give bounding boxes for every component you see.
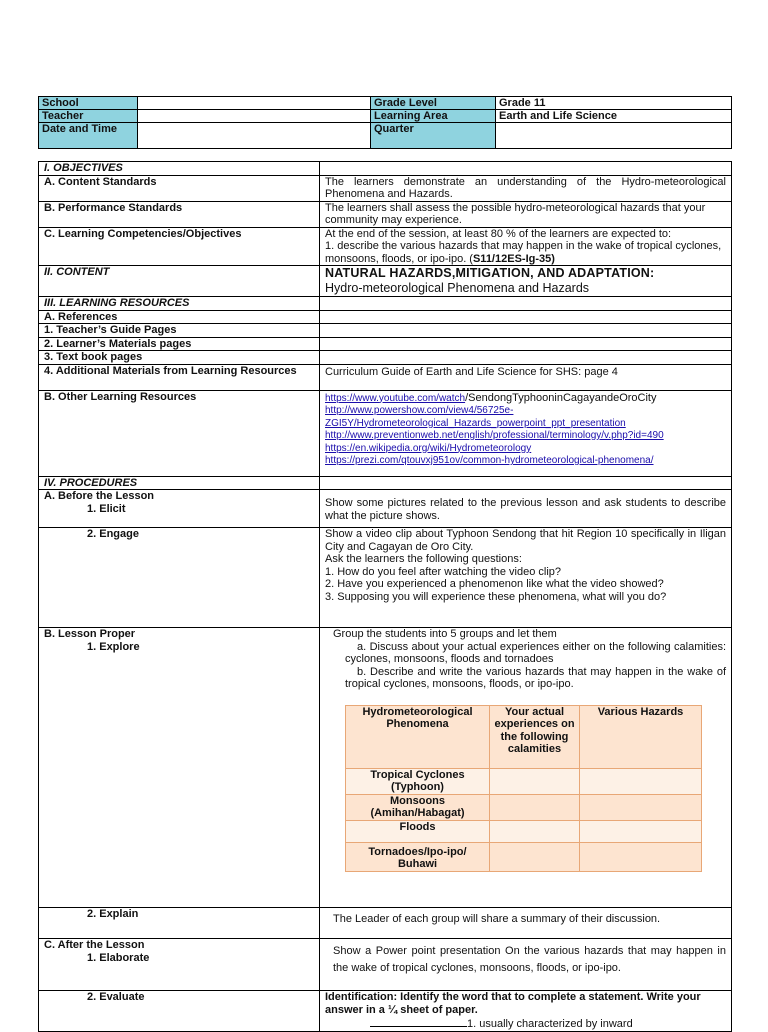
lesson-plan-table	[38, 161, 732, 1032]
resources-heading-blank	[320, 297, 732, 311]
youtube-link-suffix: /SendongTyphooninCagayandeOroCity	[465, 391, 657, 404]
hazards-cell-tornadoes-haz	[580, 842, 702, 871]
link-preventionweb-row	[325, 429, 726, 442]
performance-standards-label: B. Performance Standards	[39, 201, 320, 227]
competencies-code: S11/12ES-Ig-35)	[472, 252, 555, 265]
hazards-cell-floods-haz	[580, 820, 702, 842]
quarter-value	[496, 123, 732, 149]
explore-label: 1. Explore	[87, 640, 140, 653]
explore-content	[320, 628, 732, 908]
evaluate-label: 2. Evaluate	[87, 991, 145, 1003]
hazards-table	[345, 705, 702, 872]
evaluate-instructions: Identification: Identify the word that to complete a statement. Write your answer in a ¼ sheet of paper.	[325, 991, 701, 1016]
hazards-row-cyclones: Tropical Cyclones (Typhoon)	[346, 768, 490, 794]
hazards-row-monsoons: Monsoons (Amihan/Habagat)	[346, 794, 490, 820]
elaborate-text: Show a Power point presentation On the various hazards that may happen in the wake of tropical cyclones, monsoons, floods, or ipo-ipo.	[320, 939, 732, 991]
hazards-cell-cyclones-exp	[490, 768, 580, 794]
date-time-value	[138, 123, 371, 149]
lesson-proper-cell	[39, 628, 320, 908]
grade-level-label: Grade Level	[371, 97, 496, 110]
link-powershow-row	[325, 404, 726, 429]
learning-area-value: Earth and Life Science	[496, 110, 732, 123]
competencies-label: C. Learning Competencies/Objectives	[39, 227, 320, 266]
explore-item-b: b. Describe and write the various hazards that may happen in the wake of tropical cyclones, monsoons, floods, or ipo-ipo.	[345, 665, 726, 690]
hazards-cell-floods-exp	[490, 820, 580, 842]
content-heading: II. CONTENT	[39, 266, 320, 297]
content-title: NATURAL HAZARDS,MITIGATION, AND ADAPTATION:	[325, 266, 655, 280]
youtube-link[interactable]: https://www.youtube.com/watch	[325, 392, 466, 404]
additional-materials-label: 4. Additional Materials from Learning Resources	[39, 364, 320, 390]
evaluate-item-1-text: 1. usually characterized by inward	[467, 1018, 633, 1030]
explain-cell	[39, 908, 320, 939]
competencies-cell	[320, 227, 732, 266]
textbook-blank	[320, 351, 732, 365]
teachers-guide-blank	[320, 324, 732, 338]
school-label: School	[39, 97, 138, 110]
hazards-cell-monsoons-exp	[490, 794, 580, 820]
engage-text: Show a video clip about Typhoon Sendong that hit Region 10 specifically in Iligan City and Cagayan de Oro City.	[325, 528, 726, 553]
procedures-heading-blank	[320, 476, 732, 490]
evaluate-cell	[39, 991, 320, 1032]
additional-materials-text: Curriculum Guide of Earth and Life Science for SHS: page 4	[320, 364, 732, 390]
competencies-item-text: 1. describe the various hazards that may happen in the wake of tropical cyclones, monsoons, floods, or ipo-ipo. (	[325, 240, 722, 265]
teacher-label: Teacher	[39, 110, 138, 123]
objectives-heading-blank	[320, 162, 732, 176]
school-value	[138, 97, 371, 110]
link-prezi-row	[325, 454, 726, 467]
references-blank	[320, 310, 732, 324]
teachers-guide-label: 1. Teacher’s Guide Pages	[39, 324, 320, 338]
content-cell	[320, 266, 732, 297]
hazards-cell-monsoons-haz	[580, 794, 702, 820]
before-lesson-label: A. Before the Lesson	[44, 490, 155, 502]
hazards-cell-tornadoes-exp	[490, 842, 580, 871]
before-lesson-cell	[39, 490, 320, 528]
content-standards-text: The learners demonstrate an understanding of the Hydro-meteorological Phenomena and Hazards.	[320, 175, 732, 201]
elicit-label: 1. Elicit	[87, 502, 126, 515]
learners-materials-blank	[320, 337, 732, 351]
link-youtube	[325, 392, 726, 405]
engage-cell	[39, 528, 320, 628]
explain-text: The Leader of each group will share a summary of their discussion.	[320, 908, 732, 939]
performance-standards-text: The learners shall assess the possible hydro-meteorological hazards that your community may experience.	[320, 201, 732, 227]
hazards-row-tornadoes: Tornadoes/Ipo-ipo/ Buhawi	[346, 842, 490, 871]
wikipedia-link[interactable]: https://en.wikipedia.org/wiki/Hydrometeorology	[325, 442, 532, 454]
engage-questions-intro: Ask the learners the following questions:	[325, 553, 522, 565]
learners-materials-label: 2. Learner’s Materials pages	[39, 337, 320, 351]
content-subtitle: Hydro-meteorological Phenomena and Hazards	[325, 281, 590, 295]
explain-label: 2. Explain	[87, 908, 139, 920]
lesson-proper-label: B. Lesson Proper	[44, 628, 136, 640]
textbook-label: 3. Text book pages	[39, 351, 320, 365]
hazards-col-experiences: Your actual experiences on the following calamities	[490, 705, 580, 768]
date-time-label: Date and Time	[39, 123, 138, 149]
engage-label: 2. Engage	[87, 528, 139, 540]
evaluate-content	[320, 991, 732, 1032]
engage-question-2: 2. Have you experienced a phenomenon like what the video showed?	[325, 578, 664, 590]
teacher-value	[138, 110, 371, 123]
elicit-text: Show some pictures related to the previous lesson and ask students to describe what the picture shows.	[320, 490, 732, 528]
elaborate-label: 1. Elaborate	[87, 951, 150, 964]
hazards-row-floods: Floods	[346, 820, 490, 842]
answer-blank[interactable]	[370, 1016, 467, 1027]
header-table	[38, 96, 732, 149]
after-lesson-cell	[39, 939, 320, 991]
quarter-label: Quarter	[371, 123, 496, 149]
references-label: A. References	[39, 310, 320, 324]
explore-intro: Group the students into 5 groups and let them	[333, 628, 557, 640]
other-resources-links	[320, 390, 732, 476]
link-wikipedia-row	[325, 442, 726, 455]
powershow-link[interactable]: http://www.powershow.com/view4/56725e-ZGI5Y/Hydrometeorological_Hazards_powerpoint_ppt_presentation	[325, 405, 626, 429]
other-resources-label: B. Other Learning Resources	[39, 390, 320, 476]
competencies-intro: At the end of the session, at least 80 % of the learners are expected to:	[325, 227, 672, 240]
evaluate-item-1	[325, 1016, 726, 1031]
hazards-col-various: Various Hazards	[580, 705, 702, 768]
competencies-item	[325, 240, 726, 265]
engage-question-1: 1. How do you feel after watching the video clip?	[325, 565, 562, 578]
prezi-link[interactable]: https://prezi.com/qtouvxj951ov/common-hydrometeorological-phenomena/	[325, 455, 654, 466]
engage-content	[320, 528, 732, 628]
preventionweb-link[interactable]: http://www.preventionweb.net/english/professional/terminology/v.php?id=490	[325, 430, 664, 441]
engage-question-3: 3. Supposing you will experience these phenomena, what will you do?	[325, 590, 667, 603]
after-lesson-label: C. After the Lesson	[44, 939, 145, 951]
hazards-col-phenomena: Hydrometeorological Phenomena	[346, 705, 490, 768]
hazards-cell-cyclones-haz	[580, 768, 702, 794]
learning-area-label: Learning Area	[371, 110, 496, 123]
resources-heading: III. LEARNING RESOURCES	[39, 297, 320, 311]
procedures-heading: IV. PROCEDURES	[39, 476, 320, 490]
grade-level-value: Grade 11	[496, 97, 732, 110]
explore-item-a: a. Discuss about your actual experiences either on the following calamities: cyclones, monsoons, floods and tornadoes	[345, 640, 726, 665]
content-standards-label: A. Content Standards	[39, 175, 320, 201]
objectives-heading: I. OBJECTIVES	[39, 162, 320, 176]
